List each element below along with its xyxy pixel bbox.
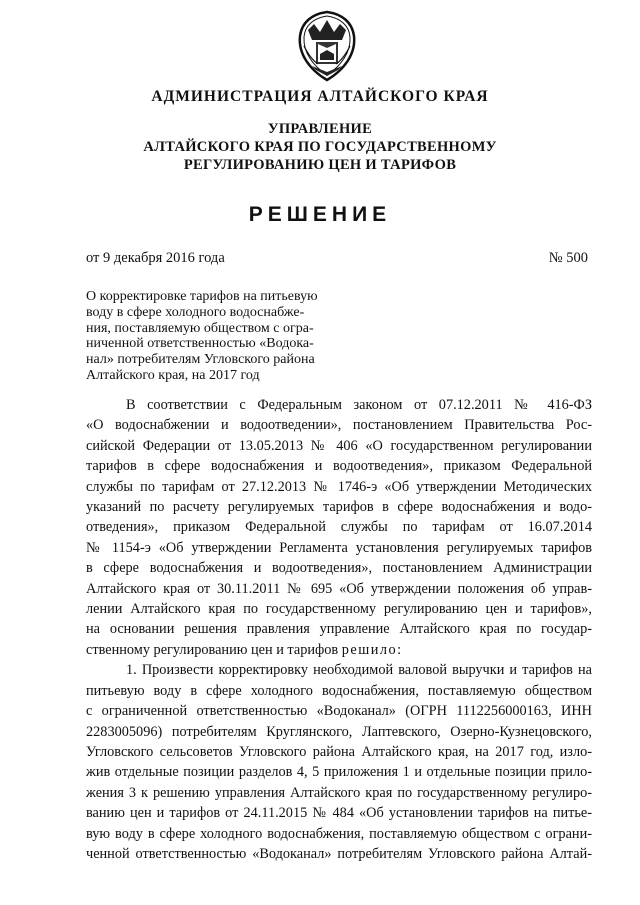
- subject-line: Алтайского края, на 2017 год: [86, 367, 260, 383]
- body-line: Алтайского края от 30.11.2011 № 695 «Об утверждении положения об управ-: [86, 580, 592, 597]
- body-line: «О водоснабжении и водоотведении», постановлением Правительства Рос-: [86, 417, 592, 434]
- body-line: сийской Федерации от 13.05.2013 № 406 «О государственном регулировании: [86, 437, 592, 454]
- body-line: тарифов в сфере водоснабжения и водоотведения», приказом Федеральной: [86, 458, 592, 475]
- coat-of-arms-emblem: [294, 10, 360, 84]
- body-line: жения 3 к решению управления Алтайского края по государственному регулиро-: [86, 784, 592, 801]
- body-line: на основании решения правления управление Алтайского края по государ-: [86, 621, 592, 638]
- subject-line: нал» потребителям Угловского района: [86, 352, 315, 368]
- body-line: с ограниченной ответственностью «Водоканал» (ОГРН 1112256000163, ИНН: [86, 703, 592, 720]
- body-line: ственному регулированию цен и тарифов: [86, 641, 339, 658]
- body-line: В соответствии с Федеральным законом от 07.12.2011 № 416-ФЗ: [126, 397, 592, 413]
- subject-line: ниченной ответственностью «Водока-: [86, 336, 314, 352]
- body-line: в сфере водоснабжения и водоотведения», постановлением Администрации: [86, 560, 592, 577]
- body-line: отведения», приказом Федеральной службы по тарифам от 16.07.2014: [86, 519, 592, 536]
- decision-body: [86, 395, 592, 864]
- body-line: указаний по расчету регулируемых тарифов в сфере водоснабжения и водо-: [86, 499, 592, 516]
- department-line: АЛТАЙСКОГО КРАЯ ПО ГОСУДАРСТВЕННОМУ: [143, 139, 497, 155]
- body-line: № 1154-э «Об утверждении Регламента установления регулируемых тарифов: [86, 539, 592, 556]
- body-line: жив отдельные позиции разделов 4, 5 приложения 1 и отдельные позиции прило-: [86, 764, 592, 781]
- decided-word: решило:: [341, 641, 403, 658]
- body-line: 2283005096) потребителям Круглянского, Лаптевского, Озерно-Кузнецовского,: [86, 723, 592, 740]
- body-line: вую воду в сфере холодного водоснабжения, поставляемую обществом с ограни-: [86, 825, 592, 842]
- subject-line: О корректировке тарифов на питьевую: [86, 289, 318, 304]
- document-type-title: РЕШЕНИЕ: [248, 203, 392, 226]
- body-line-decided: [86, 640, 592, 660]
- administration-title: АДМИНИСТРАЦИЯ АЛТАЙСКОГО КРАЯ: [151, 88, 489, 105]
- decision-date: от 9 декабря 2016 года: [86, 250, 225, 266]
- department-line: РЕГУЛИРОВАНИЮ ЦЕН И ТАРИФОВ: [183, 157, 457, 173]
- department-line: УПРАВЛЕНИЕ: [267, 121, 373, 137]
- body-line: ванию цен и тарифов от 24.11.2015 № 484 «Об установлении тарифов на питье-: [86, 805, 592, 822]
- body-line: Угловского сельсоветов Угловского района Алтайского края, на 2017 год, изло-: [86, 743, 592, 760]
- body-line: 1. Произвести корректировку необходимой валовой выручки и тарифов на: [126, 662, 592, 679]
- subject-line: воду в сфере холодного водоснабже-: [86, 304, 305, 320]
- body-line: службы по тарифам от 27.12.2013 № 1746-э «Об утверждении Методических: [86, 478, 592, 495]
- body-line: питьевую воду в сфере холодного водоснабжения, поставляемую обществом: [86, 682, 592, 699]
- decision-number: № 500: [548, 250, 588, 266]
- body-line: ченной ответственностью «Водоканал» потребителям Угловского района Алтай-: [86, 845, 592, 862]
- department-title: [0, 120, 640, 174]
- body-line: лении Алтайского края по государственному регулированию цен и тарифов»,: [86, 601, 592, 618]
- subject-line: ния, поставляемую обществом с огра-: [86, 320, 314, 336]
- decision-subject: [86, 289, 376, 384]
